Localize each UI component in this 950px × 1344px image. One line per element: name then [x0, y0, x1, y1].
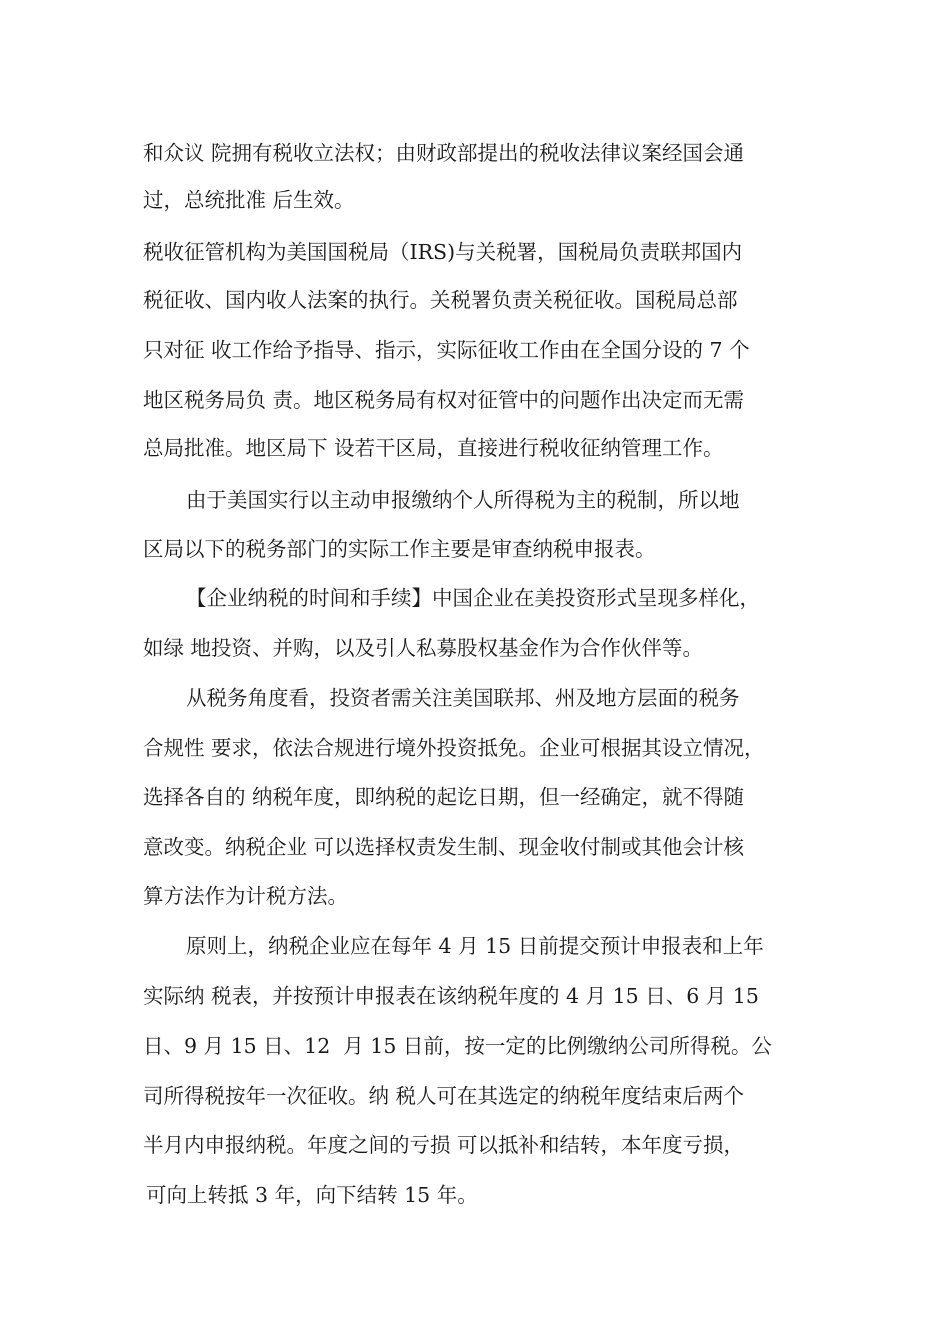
text-line: 和众议 院拥有税收立法权；由财政部提出的税收法律议案经国会通: [143, 141, 745, 165]
text-line: 可向上转抵 3 年，向下结转 15 年。: [146, 1183, 478, 1207]
text-line: 税收征管机构为美国国税局（IRS)与关税署，国税局负责联邦国内: [143, 240, 743, 264]
text-line: 如绿 地投资、并购，以及引人私募股权基金作为合作伙伴等。: [143, 636, 704, 660]
text-line: 实际纳 税表，并按预计申报表在该纳税年度的 4 月 15 日、6 月 15: [143, 984, 759, 1008]
text-line: 算方法作为计税方法。: [143, 884, 348, 908]
text-line: 司所得税按年一次征收。纳 税人可在其选定的纳税年度结束后两个: [143, 1084, 745, 1108]
text-line: 日、9 月 15 日、12 月 15 日前，按一定的比例缴纳公司所得税。公: [143, 1034, 772, 1058]
text-line: 过，总统批准 后生效。: [143, 188, 355, 212]
text-line: 合规性 要求，依法合规进行境外投资抵免。企业可根据其设立情况，: [143, 736, 765, 760]
text-line: 由于美国实行以主动申报缴纳个人所得税为主的税制，所以地: [186, 488, 740, 512]
text-line: 半月内申报纳税。年度之间的亏损 可以抵补和结转，本年度亏损，: [143, 1133, 745, 1157]
text-line: 原则上，纳税企业应在每年 4 月 15 日前提交预计申报表和上年: [186, 934, 764, 958]
text-line: 只对征 收工作给予指导、指示，实际征收工作由在全国分设的 7 个: [143, 338, 750, 362]
text-line: 总局批准。地区局下 设若干区局，直接进行税收征纳管理工作。: [143, 436, 724, 460]
text-line: 区局以下的税务部门的实际工作主要是审查纳税申报表。: [143, 537, 656, 561]
text-line: 从税务角度看，投资者需关注美国联邦、州及地方层面的税务: [186, 686, 740, 710]
text-line: 地区税务局负 责。地区税务局有权对征管中的问题作出决定而无需: [143, 388, 745, 412]
text-line: 选择各自的 纳税年度，即纳税的起讫日期，但一经确定，就不得随: [143, 785, 745, 809]
text-line: 意改变。纳税企业 可以选择权责发生制、现金收付制或其他会计核: [143, 835, 745, 859]
text-line: 【企业纳税的时间和手续】中国企业在美投资形式呈现多样化，: [186, 586, 760, 610]
text-line: 税征收、国内收人法案的执行。关税署负责关税征收。国税局总部: [143, 288, 738, 312]
